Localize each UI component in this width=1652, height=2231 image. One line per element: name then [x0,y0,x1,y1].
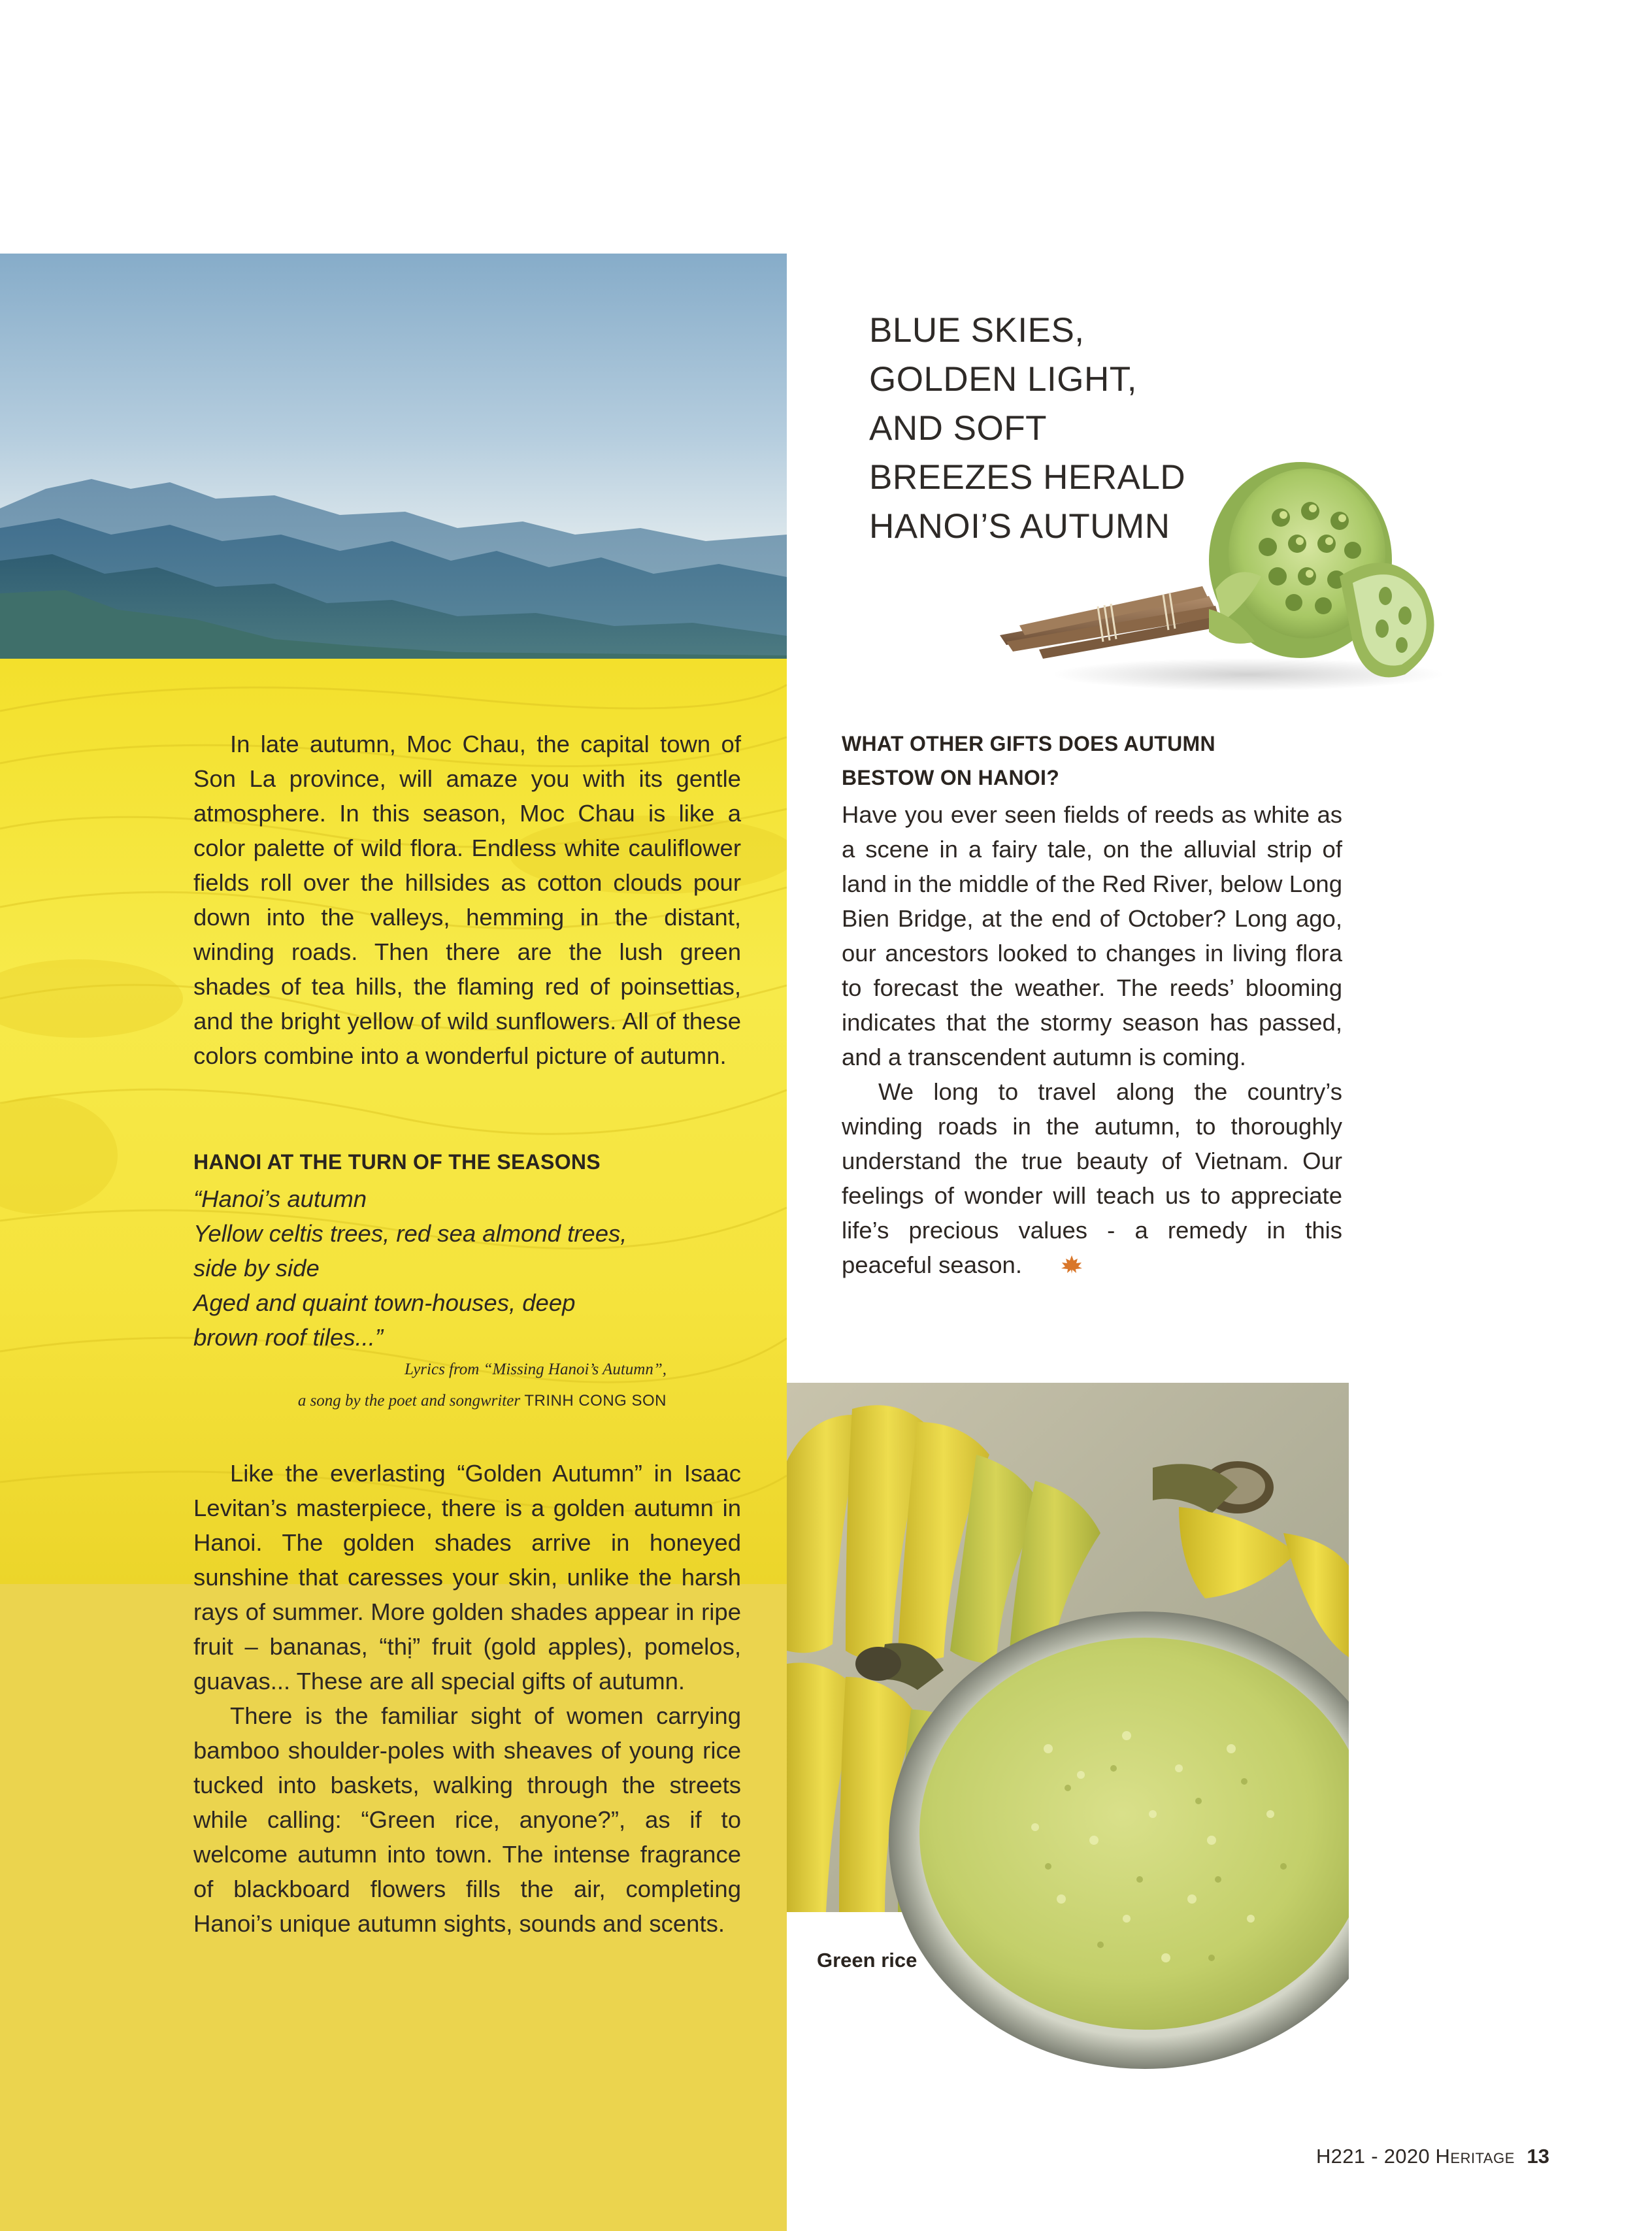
golden-paragraph-2: There is the familiar sight of women carrying bamboo shoulder-poles with sheaves of young rice tucked into baskets, walking through the streets while calling: “Green rice, anyone?”, as if to welcome autumn into town. The intense fragrance of blackboard flowers fills the air, completing Hanoi’s unique autumn sights, sounds and scents. [193,1702,741,1937]
heading-hanoi-seasons: HANOI AT THE TURN OF THE SEASONS [193,1150,601,1174]
credit-line-1: Lyrics from “Missing Hanoi’s Autumn”, [405,1361,667,1378]
golden-autumn-column [193,1456,741,1941]
headline-line: GOLDEN LIGHT, [869,360,1137,399]
heading-gifts-line-2: BESTOW ON HANOI? [842,766,1060,789]
photo-caption: Green rice [817,1949,917,1972]
song-quote [193,1182,782,1355]
headline-line: BREEZES HERALD [869,458,1186,497]
song-credit [196,1354,667,1417]
headline-line: AND SOFT [869,409,1047,448]
quote-line: side by side [193,1255,320,1281]
magazine-name: Heritage [1435,2145,1515,2168]
bananas-green-rice-photo [787,1383,1349,2116]
section-heading-gifts [842,727,1338,795]
intro-column [193,727,741,1073]
credit-line-2 [196,1385,667,1417]
mountain-landscape-photo [0,254,787,659]
intro-paragraph: In late autumn, Moc Chau, the capital town of Son La province, will amaze you with its gentle atmosphere. In this season, Moc Chau is like a color palette of wild flora. Endless white cauliflower fields roll over the hillsides as cotton clouds pour down into the valleys, hemming in the distant, winding roads. Then there are the lush green shades of tea hills, the flaming red of poinsettias, and the bright yellow of wild sunflowers. All of these colors combine into a wonderful picture of autumn. [193,731,741,1069]
gifts-paragraph-2: We long to travel along the country’s winding roads in the autumn, to thoroughly understand the true beauty of Vietnam. Our feelings of wonder will teach us to appreciate life’s precious values - a remedy in this peaceful season. [842,1078,1342,1278]
quote-line: Aged and quaint town-houses, deep [193,1289,576,1316]
quote-line: Yellow celtis trees, red sea almond trees, [193,1220,627,1247]
gifts-paragraph-2-wrapper [842,1074,1342,1282]
gifts-column [842,797,1342,1282]
quote-line: brown roof tiles...” [193,1324,384,1351]
page-footer [1316,2145,1549,2168]
maple-leaf-icon [1023,1249,1047,1268]
headline-line: BLUE SKIES, [869,311,1085,350]
credit-songwriter-name: TRINH CONG SON [524,1392,667,1410]
section-heading-hanoi [193,1145,782,1179]
credit-prefix: a song by the poet and songwriter [297,1392,525,1410]
issue-number: H221 - 2020 [1316,2145,1430,2168]
page-number: 13 [1527,2145,1549,2168]
gifts-paragraph-1: Have you ever seen fields of reeds as white as a scene in a fairy tale, on the alluvial strip of land in the middle of the Red River, below Long Bien Bridge, at the end of October? Long ago, our ancestors looked to changes in living flora to forecast the weather. The reeds’ blooming indicates that the stormy season has passed, and a transcendent autumn is coming. [842,801,1342,1070]
quote-line: “Hanoi’s autumn [193,1185,367,1212]
golden-paragraph-1: Like the everlasting “Golden Autumn” in Isaac Levitan’s masterpiece, there is a golden autumn in Hanoi. The golden shades arrive in honeyed sunshine that caresses your skin, unlike the harsh rays of summer. More golden shades appear in ripe fruit – bananas, “thị” fruit (gold apples), pomelos, guavas... These are all special gifts of autumn. [193,1460,741,1694]
heading-gifts-line-1: WHAT OTHER GIFTS DOES AUTUMN [842,732,1215,755]
headline-line: HANOI’S AUTUMN [869,507,1170,546]
lotus-pod-image [1000,446,1457,701]
